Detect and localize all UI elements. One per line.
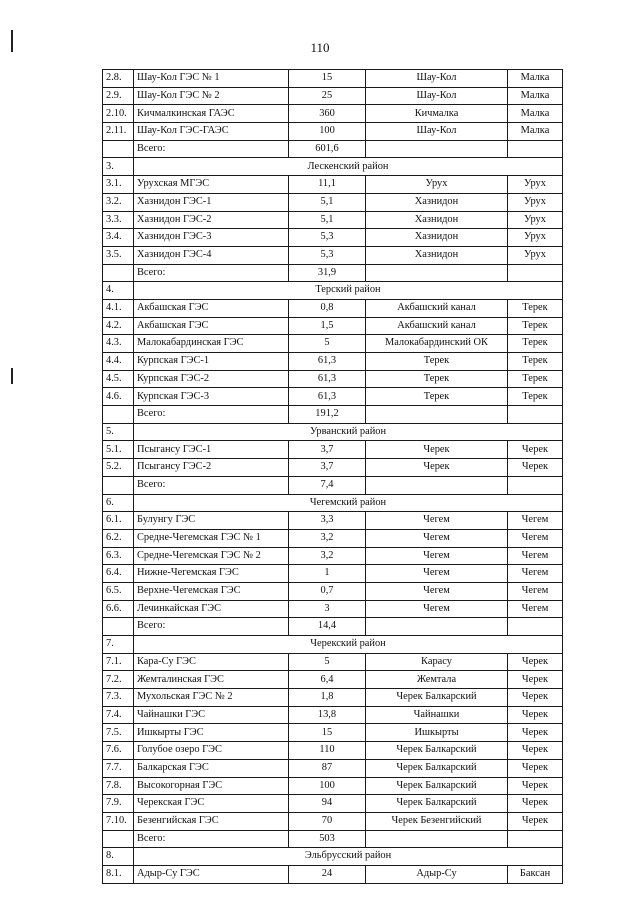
plant-name: Средне-Чегемская ГЭС № 2 bbox=[134, 547, 289, 565]
total-capacity: 191,2 bbox=[289, 406, 366, 424]
district-number: 5. bbox=[103, 423, 134, 441]
table-row bbox=[103, 123, 563, 141]
plant-basin: Черек bbox=[508, 671, 563, 689]
plant-name: Черекская ГЭС bbox=[134, 795, 289, 813]
plant-name: Акбашская ГЭС bbox=[134, 299, 289, 317]
page-number: 110 bbox=[310, 40, 330, 55]
plant-river: Черек Безенгийский bbox=[366, 812, 508, 830]
table-row bbox=[103, 299, 563, 317]
row-number: 7.1. bbox=[103, 653, 134, 671]
row-number: 3.2. bbox=[103, 193, 134, 211]
plant-basin: Черек bbox=[508, 724, 563, 742]
total-row-number-empty bbox=[103, 140, 134, 158]
row-number: 7.6. bbox=[103, 742, 134, 760]
district-number: 8. bbox=[103, 848, 134, 866]
plant-capacity: 24 bbox=[289, 865, 366, 883]
row-number: 2.11. bbox=[103, 123, 134, 141]
plant-river: Шау-Кол bbox=[366, 123, 508, 141]
row-number: 2.9. bbox=[103, 87, 134, 105]
plant-capacity: 1,8 bbox=[289, 689, 366, 707]
plant-capacity: 100 bbox=[289, 123, 366, 141]
plant-name: Хазнидон ГЭС-4 bbox=[134, 246, 289, 264]
district-name: Черекский район bbox=[134, 636, 563, 654]
plant-name: Курпская ГЭС-3 bbox=[134, 388, 289, 406]
plant-name: Шау-Кол ГЭС № 2 bbox=[134, 87, 289, 105]
plant-river: Терек bbox=[366, 353, 508, 371]
district-row bbox=[103, 423, 563, 441]
plant-name: Балкарская ГЭС bbox=[134, 759, 289, 777]
plant-river: Чегем bbox=[366, 529, 508, 547]
table-row bbox=[103, 193, 563, 211]
plant-river: Кичмалка bbox=[366, 105, 508, 123]
table-row bbox=[103, 795, 563, 813]
district-name: Урванский район bbox=[134, 423, 563, 441]
plant-basin: Урух bbox=[508, 176, 563, 194]
total-label: Всего: bbox=[134, 140, 289, 158]
row-number: 7.9. bbox=[103, 795, 134, 813]
plant-capacity: 0,8 bbox=[289, 299, 366, 317]
district-number: 3. bbox=[103, 158, 134, 176]
total-river-empty bbox=[366, 140, 508, 158]
plant-river: Хазнидон bbox=[366, 211, 508, 229]
table-row bbox=[103, 370, 563, 388]
total-row-number-empty bbox=[103, 476, 134, 494]
total-river-empty bbox=[366, 476, 508, 494]
plant-river: Чегем bbox=[366, 600, 508, 618]
plant-name: Хазнидон ГЭС-3 bbox=[134, 229, 289, 247]
plant-name: Безенгийская ГЭС bbox=[134, 812, 289, 830]
plant-river: Чегем bbox=[366, 582, 508, 600]
plant-name: Мухольская ГЭС № 2 bbox=[134, 689, 289, 707]
table-row bbox=[103, 87, 563, 105]
table-row bbox=[103, 441, 563, 459]
plant-basin: Чегем bbox=[508, 582, 563, 600]
margin-mark-middle bbox=[11, 368, 13, 384]
total-row bbox=[103, 476, 563, 494]
plant-name: Верхне-Чегемская ГЭС bbox=[134, 582, 289, 600]
district-row bbox=[103, 158, 563, 176]
row-number: 2.10. bbox=[103, 105, 134, 123]
total-row-number-empty bbox=[103, 264, 134, 282]
row-number: 6.1. bbox=[103, 512, 134, 530]
plant-capacity: 5,3 bbox=[289, 246, 366, 264]
table-row bbox=[103, 70, 563, 88]
total-row-number-empty bbox=[103, 618, 134, 636]
plant-basin: Терек bbox=[508, 299, 563, 317]
row-number: 5.1. bbox=[103, 441, 134, 459]
total-river-empty bbox=[366, 264, 508, 282]
plant-basin: Урух bbox=[508, 229, 563, 247]
table-row bbox=[103, 388, 563, 406]
total-basin-empty bbox=[508, 406, 563, 424]
plant-name: Псыгансу ГЭС-1 bbox=[134, 441, 289, 459]
plant-capacity: 0,7 bbox=[289, 582, 366, 600]
plant-name: Адыр-Су ГЭС bbox=[134, 865, 289, 883]
district-row bbox=[103, 494, 563, 512]
hydro-plants-table bbox=[102, 69, 563, 884]
plant-basin: Черек bbox=[508, 795, 563, 813]
total-label: Всего: bbox=[134, 830, 289, 848]
plant-capacity: 6,4 bbox=[289, 671, 366, 689]
row-number: 7.10. bbox=[103, 812, 134, 830]
plant-capacity: 3,7 bbox=[289, 459, 366, 477]
total-row bbox=[103, 830, 563, 848]
table-row bbox=[103, 812, 563, 830]
table-row bbox=[103, 865, 563, 883]
plant-basin: Терек bbox=[508, 388, 563, 406]
row-number: 4.6. bbox=[103, 388, 134, 406]
plant-river: Хазнидон bbox=[366, 193, 508, 211]
total-basin-empty bbox=[508, 264, 563, 282]
table-row bbox=[103, 229, 563, 247]
plant-basin: Баксан bbox=[508, 865, 563, 883]
total-row bbox=[103, 406, 563, 424]
plant-capacity: 25 bbox=[289, 87, 366, 105]
plant-name: Нижне-Чегемская ГЭС bbox=[134, 565, 289, 583]
table-row bbox=[103, 529, 563, 547]
row-number: 3.3. bbox=[103, 211, 134, 229]
plant-name: Высокогорная ГЭС bbox=[134, 777, 289, 795]
row-number: 6.5. bbox=[103, 582, 134, 600]
plant-name: Урухская МГЭС bbox=[134, 176, 289, 194]
plant-capacity: 100 bbox=[289, 777, 366, 795]
table-row bbox=[103, 547, 563, 565]
table-row bbox=[103, 689, 563, 707]
plant-basin: Урух bbox=[508, 193, 563, 211]
plant-name: Чайнашки ГЭС bbox=[134, 706, 289, 724]
plant-basin: Терек bbox=[508, 317, 563, 335]
plant-name: Хазнидон ГЭС-2 bbox=[134, 211, 289, 229]
plant-river: Черек Балкарский bbox=[366, 795, 508, 813]
plant-name: Хазнидон ГЭС-1 bbox=[134, 193, 289, 211]
plant-basin: Черек bbox=[508, 459, 563, 477]
total-river-empty bbox=[366, 618, 508, 636]
plant-river: Адыр-Су bbox=[366, 865, 508, 883]
plant-basin: Черек bbox=[508, 441, 563, 459]
plant-capacity: 110 bbox=[289, 742, 366, 760]
plant-basin: Малка bbox=[508, 123, 563, 141]
row-number: 7.3. bbox=[103, 689, 134, 707]
district-number: 7. bbox=[103, 636, 134, 654]
plant-basin: Чегем bbox=[508, 529, 563, 547]
table-row bbox=[103, 671, 563, 689]
plant-name: Малокабардинская ГЭС bbox=[134, 335, 289, 353]
table-row bbox=[103, 459, 563, 477]
total-basin-empty bbox=[508, 140, 563, 158]
row-number: 7.2. bbox=[103, 671, 134, 689]
table-row bbox=[103, 582, 563, 600]
plant-capacity: 15 bbox=[289, 70, 366, 88]
table-row bbox=[103, 211, 563, 229]
table-row bbox=[103, 335, 563, 353]
table-row bbox=[103, 565, 563, 583]
row-number: 8.1. bbox=[103, 865, 134, 883]
district-number: 6. bbox=[103, 494, 134, 512]
plant-capacity: 5 bbox=[289, 653, 366, 671]
plant-capacity: 61,3 bbox=[289, 388, 366, 406]
plant-basin: Черек bbox=[508, 653, 563, 671]
plant-basin: Чегем bbox=[508, 512, 563, 530]
total-capacity: 601,6 bbox=[289, 140, 366, 158]
plant-name: Средне-Чегемская ГЭС № 1 bbox=[134, 529, 289, 547]
plant-river: Чайнашки bbox=[366, 706, 508, 724]
plant-basin: Черек bbox=[508, 742, 563, 760]
table-row bbox=[103, 653, 563, 671]
row-number: 5.2. bbox=[103, 459, 134, 477]
plant-basin: Малка bbox=[508, 70, 563, 88]
table-row bbox=[103, 777, 563, 795]
plant-basin: Малка bbox=[508, 105, 563, 123]
plant-river: Черек Балкарский bbox=[366, 742, 508, 760]
plant-river: Чегем bbox=[366, 547, 508, 565]
row-number: 3.1. bbox=[103, 176, 134, 194]
plant-name: Курпская ГЭС-2 bbox=[134, 370, 289, 388]
table-row bbox=[103, 512, 563, 530]
plant-basin: Терек bbox=[508, 370, 563, 388]
table-row bbox=[103, 724, 563, 742]
plant-capacity: 3,2 bbox=[289, 547, 366, 565]
plant-river: Акбашский канал bbox=[366, 299, 508, 317]
plant-name: Булунгу ГЭС bbox=[134, 512, 289, 530]
plant-basin: Урух bbox=[508, 246, 563, 264]
plant-river: Шау-Кол bbox=[366, 87, 508, 105]
total-river-empty bbox=[366, 830, 508, 848]
district-number: 4. bbox=[103, 282, 134, 300]
total-row-number-empty bbox=[103, 830, 134, 848]
row-number: 4.3. bbox=[103, 335, 134, 353]
district-name: Эльбрусский район bbox=[134, 848, 563, 866]
plant-capacity: 61,3 bbox=[289, 353, 366, 371]
plant-name: Шау-Кол ГЭС-ГАЭС bbox=[134, 123, 289, 141]
total-label: Всего: bbox=[134, 264, 289, 282]
plant-name: Ишкырты ГЭС bbox=[134, 724, 289, 742]
plant-capacity: 3,3 bbox=[289, 512, 366, 530]
plant-capacity: 87 bbox=[289, 759, 366, 777]
total-row bbox=[103, 264, 563, 282]
district-name: Чегемский район bbox=[134, 494, 563, 512]
table-row bbox=[103, 317, 563, 335]
total-capacity: 7,4 bbox=[289, 476, 366, 494]
plant-river: Чегем bbox=[366, 565, 508, 583]
plant-capacity: 61,3 bbox=[289, 370, 366, 388]
row-number: 4.5. bbox=[103, 370, 134, 388]
plant-river: Терек bbox=[366, 388, 508, 406]
plant-capacity: 70 bbox=[289, 812, 366, 830]
plant-name: Кичмалкинская ГАЭС bbox=[134, 105, 289, 123]
plant-river: Хазнидон bbox=[366, 229, 508, 247]
table-row bbox=[103, 246, 563, 264]
plant-name: Кара-Су ГЭС bbox=[134, 653, 289, 671]
total-capacity: 14,4 bbox=[289, 618, 366, 636]
total-basin-empty bbox=[508, 476, 563, 494]
plant-basin: Урух bbox=[508, 211, 563, 229]
total-row-number-empty bbox=[103, 406, 134, 424]
district-row bbox=[103, 848, 563, 866]
plant-name: Курпская ГЭС-1 bbox=[134, 353, 289, 371]
plant-basin: Черек bbox=[508, 812, 563, 830]
total-basin-empty bbox=[508, 830, 563, 848]
plant-river: Карасу bbox=[366, 653, 508, 671]
plant-capacity: 13,8 bbox=[289, 706, 366, 724]
total-row bbox=[103, 140, 563, 158]
district-row bbox=[103, 636, 563, 654]
plant-name: Псыгансу ГЭС-2 bbox=[134, 459, 289, 477]
district-name: Лескенский район bbox=[134, 158, 563, 176]
plant-name: Акбашская ГЭС bbox=[134, 317, 289, 335]
table-row bbox=[103, 176, 563, 194]
plant-river: Ишкырты bbox=[366, 724, 508, 742]
plant-river: Шау-Кол bbox=[366, 70, 508, 88]
plant-basin: Черек bbox=[508, 777, 563, 795]
total-basin-empty bbox=[508, 618, 563, 636]
plant-capacity: 94 bbox=[289, 795, 366, 813]
plant-capacity: 1 bbox=[289, 565, 366, 583]
total-label: Всего: bbox=[134, 618, 289, 636]
total-capacity: 31,9 bbox=[289, 264, 366, 282]
plant-river: Чегем bbox=[366, 512, 508, 530]
plant-capacity: 5,1 bbox=[289, 193, 366, 211]
plant-name: Лечинкайская ГЭС bbox=[134, 600, 289, 618]
plant-basin: Терек bbox=[508, 353, 563, 371]
row-number: 6.6. bbox=[103, 600, 134, 618]
plant-basin: Черек bbox=[508, 706, 563, 724]
row-number: 4.4. bbox=[103, 353, 134, 371]
district-row bbox=[103, 282, 563, 300]
plant-river: Черек Балкарский bbox=[366, 759, 508, 777]
row-number: 3.4. bbox=[103, 229, 134, 247]
plant-capacity: 1,5 bbox=[289, 317, 366, 335]
table-row bbox=[103, 353, 563, 371]
plant-river: Жемтала bbox=[366, 671, 508, 689]
plant-name: Голубое озеро ГЭС bbox=[134, 742, 289, 760]
plant-river: Акбашский канал bbox=[366, 317, 508, 335]
plant-basin: Чегем bbox=[508, 600, 563, 618]
plant-river: Терек bbox=[366, 370, 508, 388]
plant-river: Черек bbox=[366, 441, 508, 459]
plant-river: Хазнидон bbox=[366, 246, 508, 264]
plant-river: Малокабардинский ОК bbox=[366, 335, 508, 353]
plant-name: Жемталинская ГЭС bbox=[134, 671, 289, 689]
row-number: 7.7. bbox=[103, 759, 134, 777]
row-number: 7.4. bbox=[103, 706, 134, 724]
plant-capacity: 360 bbox=[289, 105, 366, 123]
row-number: 6.3. bbox=[103, 547, 134, 565]
row-number: 7.8. bbox=[103, 777, 134, 795]
plant-basin: Черек bbox=[508, 689, 563, 707]
total-row bbox=[103, 618, 563, 636]
plant-river: Черек Балкарский bbox=[366, 689, 508, 707]
row-number: 4.2. bbox=[103, 317, 134, 335]
total-capacity: 503 bbox=[289, 830, 366, 848]
plant-capacity: 15 bbox=[289, 724, 366, 742]
row-number: 4.1. bbox=[103, 299, 134, 317]
plant-capacity: 5 bbox=[289, 335, 366, 353]
total-label: Всего: bbox=[134, 406, 289, 424]
district-name: Терский район bbox=[134, 282, 563, 300]
row-number: 3.5. bbox=[103, 246, 134, 264]
table-row bbox=[103, 759, 563, 777]
plant-capacity: 5,1 bbox=[289, 211, 366, 229]
plant-capacity: 3 bbox=[289, 600, 366, 618]
table-row bbox=[103, 105, 563, 123]
plant-capacity: 3,7 bbox=[289, 441, 366, 459]
plant-basin: Терек bbox=[508, 335, 563, 353]
row-number: 7.5. bbox=[103, 724, 134, 742]
plant-river: Черек Балкарский bbox=[366, 777, 508, 795]
plant-river: Урух bbox=[366, 176, 508, 194]
table-body bbox=[103, 70, 563, 884]
row-number: 2.8. bbox=[103, 70, 134, 88]
plant-capacity: 3,2 bbox=[289, 529, 366, 547]
total-label: Всего: bbox=[134, 476, 289, 494]
plant-name: Шау-Кол ГЭС № 1 bbox=[134, 70, 289, 88]
plant-river: Черек bbox=[366, 459, 508, 477]
plant-basin: Чегем bbox=[508, 547, 563, 565]
plant-capacity: 11,1 bbox=[289, 176, 366, 194]
table-row bbox=[103, 600, 563, 618]
plant-basin: Малка bbox=[508, 87, 563, 105]
plant-capacity: 5,3 bbox=[289, 229, 366, 247]
total-river-empty bbox=[366, 406, 508, 424]
row-number: 6.4. bbox=[103, 565, 134, 583]
row-number: 6.2. bbox=[103, 529, 134, 547]
table-row bbox=[103, 742, 563, 760]
plant-basin: Черек bbox=[508, 759, 563, 777]
table-row bbox=[103, 706, 563, 724]
plant-basin: Чегем bbox=[508, 565, 563, 583]
